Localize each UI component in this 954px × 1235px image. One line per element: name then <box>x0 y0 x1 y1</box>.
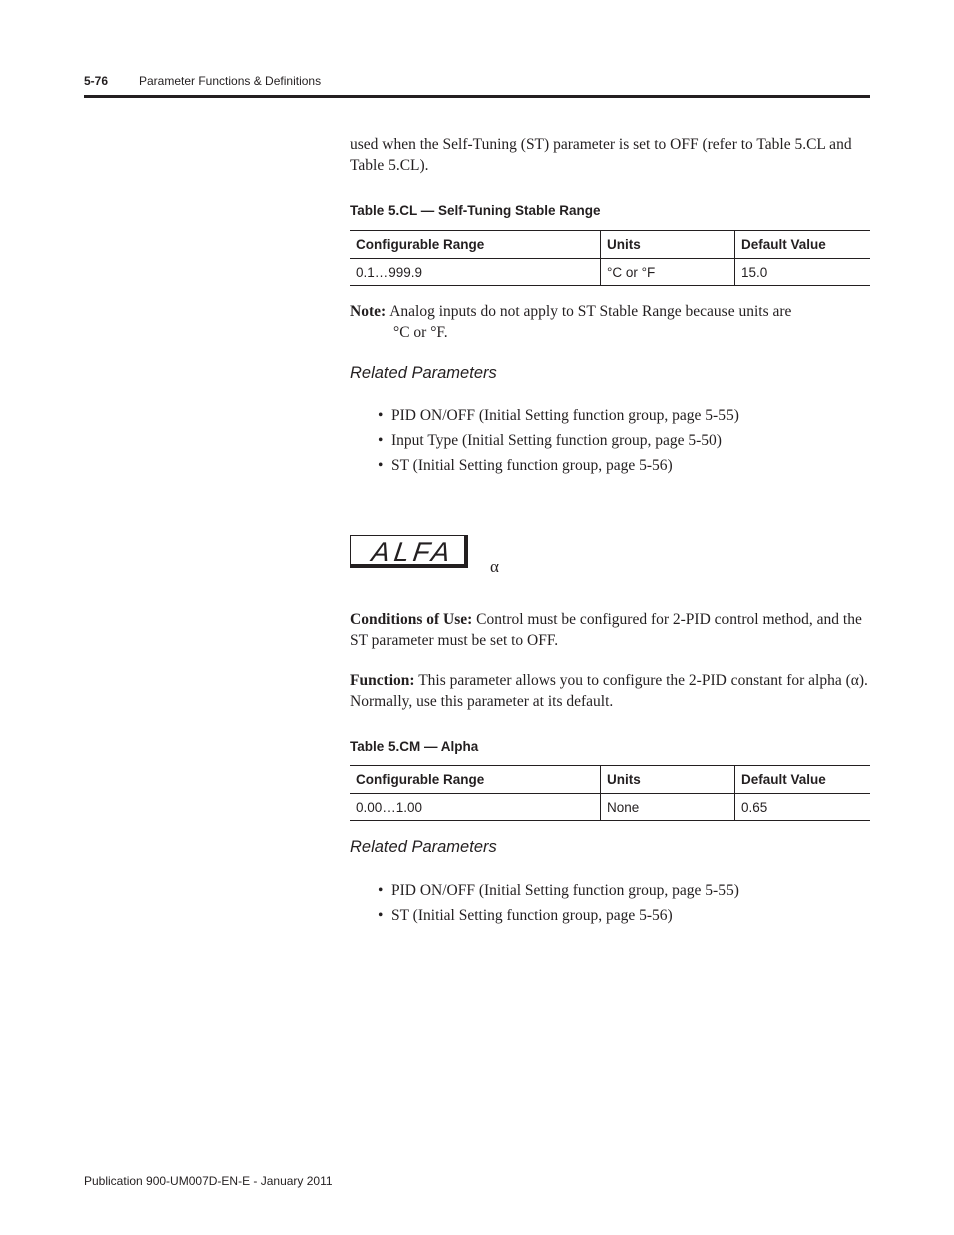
table-cell: 0.1…999.9 <box>350 259 601 286</box>
page-footer: Publication 900-UM007D-EN-E - January 2011 <box>84 1174 333 1188</box>
function-description <box>350 670 870 712</box>
conditions-of-use <box>350 609 870 651</box>
table-header-row <box>350 766 870 794</box>
conditions-text: Control must be configured for 2-PID control method, and the ST parameter must be set to OFF. <box>350 611 862 649</box>
note-text: Analog inputs do not apply to ST Stable Range because units are <box>389 303 792 320</box>
alpha-table <box>350 765 870 821</box>
lcd-display-text: ALFA <box>369 537 456 567</box>
table-cell: 15.0 <box>735 259 871 286</box>
stable-range-table <box>350 230 870 286</box>
list-item: • PID ON/OFF (Initial Setting function group, page 5-55) <box>378 407 739 432</box>
list-item: • ST (Initial Setting function group, page 5-56) <box>378 457 739 482</box>
page-header <box>84 73 870 99</box>
list-item: • PID ON/OFF (Initial Setting function group, page 5-55) <box>378 882 739 907</box>
intro-paragraph: used when the Self-Tuning (ST) parameter is set to OFF (refer to Table 5.CL and Table 5.CL). <box>350 136 852 174</box>
related-parameters-list <box>378 407 739 482</box>
related-parameters-list <box>378 882 739 932</box>
column-header: Default Value <box>735 231 871 259</box>
table-header-row <box>350 231 870 259</box>
related-parameters-heading: Related Parameters <box>350 364 497 382</box>
table-row <box>350 259 870 286</box>
table-cell: °C or °F <box>601 259 735 286</box>
table-row <box>350 794 870 821</box>
function-text: This parameter allows you to configure the 2-PID constant for alpha (α). Normally, use this parameter at its default. <box>350 672 868 710</box>
table-caption: Table 5.CM — Alpha <box>350 739 479 754</box>
column-header: Units <box>601 231 735 259</box>
column-header: Configurable Range <box>350 766 601 794</box>
note-text-continued: °C or °F. <box>393 324 448 341</box>
header-rule <box>84 95 870 98</box>
conditions-label: Conditions of Use: <box>350 611 473 628</box>
column-header: Units <box>601 766 735 794</box>
table-cell: 0.00…1.00 <box>350 794 601 821</box>
list-item: • ST (Initial Setting function group, page 5-56) <box>378 907 739 932</box>
alpha-symbol: α <box>490 557 499 576</box>
table-caption: Table 5.CL — Self-Tuning Stable Range <box>350 203 601 218</box>
lcd-display <box>350 535 472 572</box>
note-label: Note: <box>350 303 387 320</box>
column-header: Configurable Range <box>350 231 601 259</box>
column-header: Default Value <box>735 766 871 794</box>
related-parameters-heading: Related Parameters <box>350 838 497 856</box>
table-cell: 0.65 <box>735 794 871 821</box>
page-number: 5-76 <box>84 74 109 88</box>
note <box>350 301 870 343</box>
section-title: Parameter Functions & Definitions <box>139 74 322 88</box>
function-label: Function: <box>350 672 415 689</box>
table-cell: None <box>601 794 735 821</box>
list-item: • Input Type (Initial Setting function group, page 5-50) <box>378 432 739 457</box>
